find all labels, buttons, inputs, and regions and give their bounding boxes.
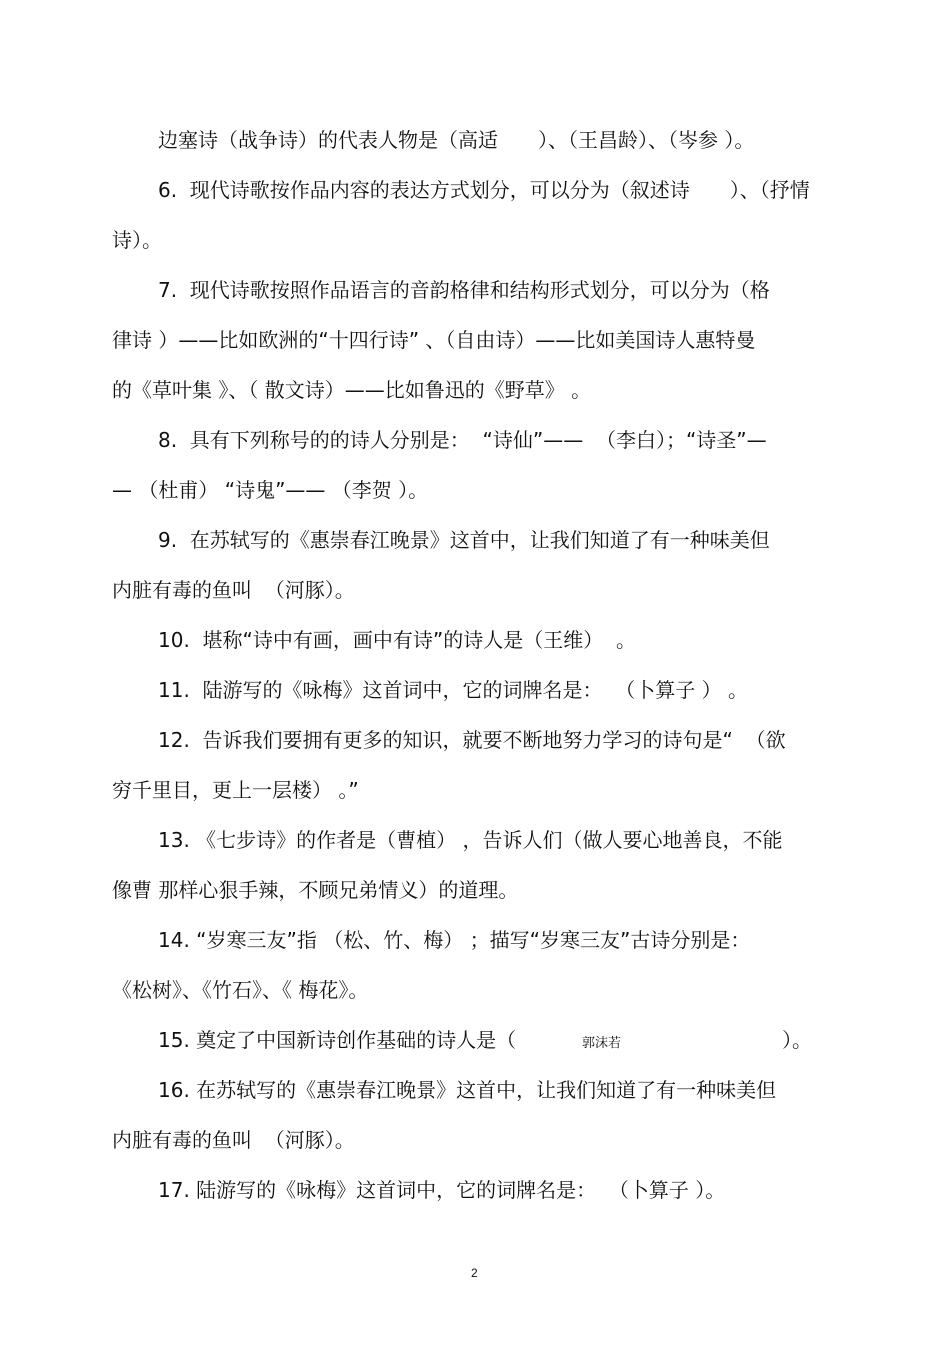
text-line: 内脏有毒的鱼叫 （河豚）。: [112, 1128, 355, 1152]
text-line: 9. 在苏轼写的《惠崇春江晚景》这首中，让我们知道了有一种味美但: [158, 528, 770, 552]
text-line: 像曹 那样心狠手辣，不顾兄弟情义）的道理。: [112, 878, 519, 902]
text-line: 边塞诗（战争诗）的代表人物是（高适 ）、（王昌龄）、（岑参 ）。: [158, 128, 755, 152]
text-line: 17. 陆游写的《咏梅》这首词中，它的词牌名是： （卜算子 ）。: [158, 1178, 726, 1202]
text-line: 12. 告诉我们要拥有更多的知识，就要不断地努力学习的诗句是“ （欲: [158, 728, 786, 752]
text-line: 《松树》、《竹石》、《 梅花》。: [112, 978, 369, 1002]
text-line: 的《草叶集 》、（ 散文诗）——比如鲁迅的《野草》 。: [112, 378, 592, 402]
text-line: 诗）。: [112, 228, 162, 252]
text-line: 律诗 ）——比如欧洲的“十四行诗” 、（自由诗）——比如美国诗人惠特曼: [112, 328, 756, 352]
text-line: 11. 陆游写的《咏梅》这首词中，它的词牌名是： （卜算子 ） 。: [158, 678, 748, 702]
text-line: 穷千里目，更上一层楼） 。”: [112, 778, 359, 802]
answer-text: 郭沫若: [582, 1036, 622, 1051]
text-line: — （杜甫） “诗鬼”—— （李贺 ）。: [112, 478, 429, 502]
text-line: 13. 《七步诗》的作者是（曹植） ，告诉人们（做人要心地善良，不能: [158, 828, 783, 852]
text-line: 14. “岁寒三友”指 （松、竹、梅） ；描写“岁寒三友”古诗分别是：: [158, 928, 751, 952]
text-line: 10. 堪称“诗中有画，画中有诗”的诗人是（王维） 。: [158, 628, 636, 652]
text-line: 7. 现代诗歌按照作品语言的音韵格律和结构形式划分，可以分为（格: [158, 278, 770, 302]
text-line: 内脏有毒的鱼叫 （河豚）。: [112, 578, 355, 602]
text-line: ）。: [782, 1028, 812, 1052]
text-line: 15. 奠定了中国新诗创作基础的诗人是（: [158, 1028, 517, 1052]
text-line: 16. 在苏轼写的《惠崇春江晚景》这首中，让我们知道了有一种味美但: [158, 1078, 777, 1102]
page-number: 2: [471, 1266, 478, 1280]
text-line: 6. 现代诗歌按作品内容的表达方式划分，可以分为（叙述诗 ）、（抒情: [158, 178, 810, 202]
text-line: 8. 具有下列称号的的诗人分别是： “诗仙”—— （李白）；“诗圣”—: [158, 428, 767, 452]
